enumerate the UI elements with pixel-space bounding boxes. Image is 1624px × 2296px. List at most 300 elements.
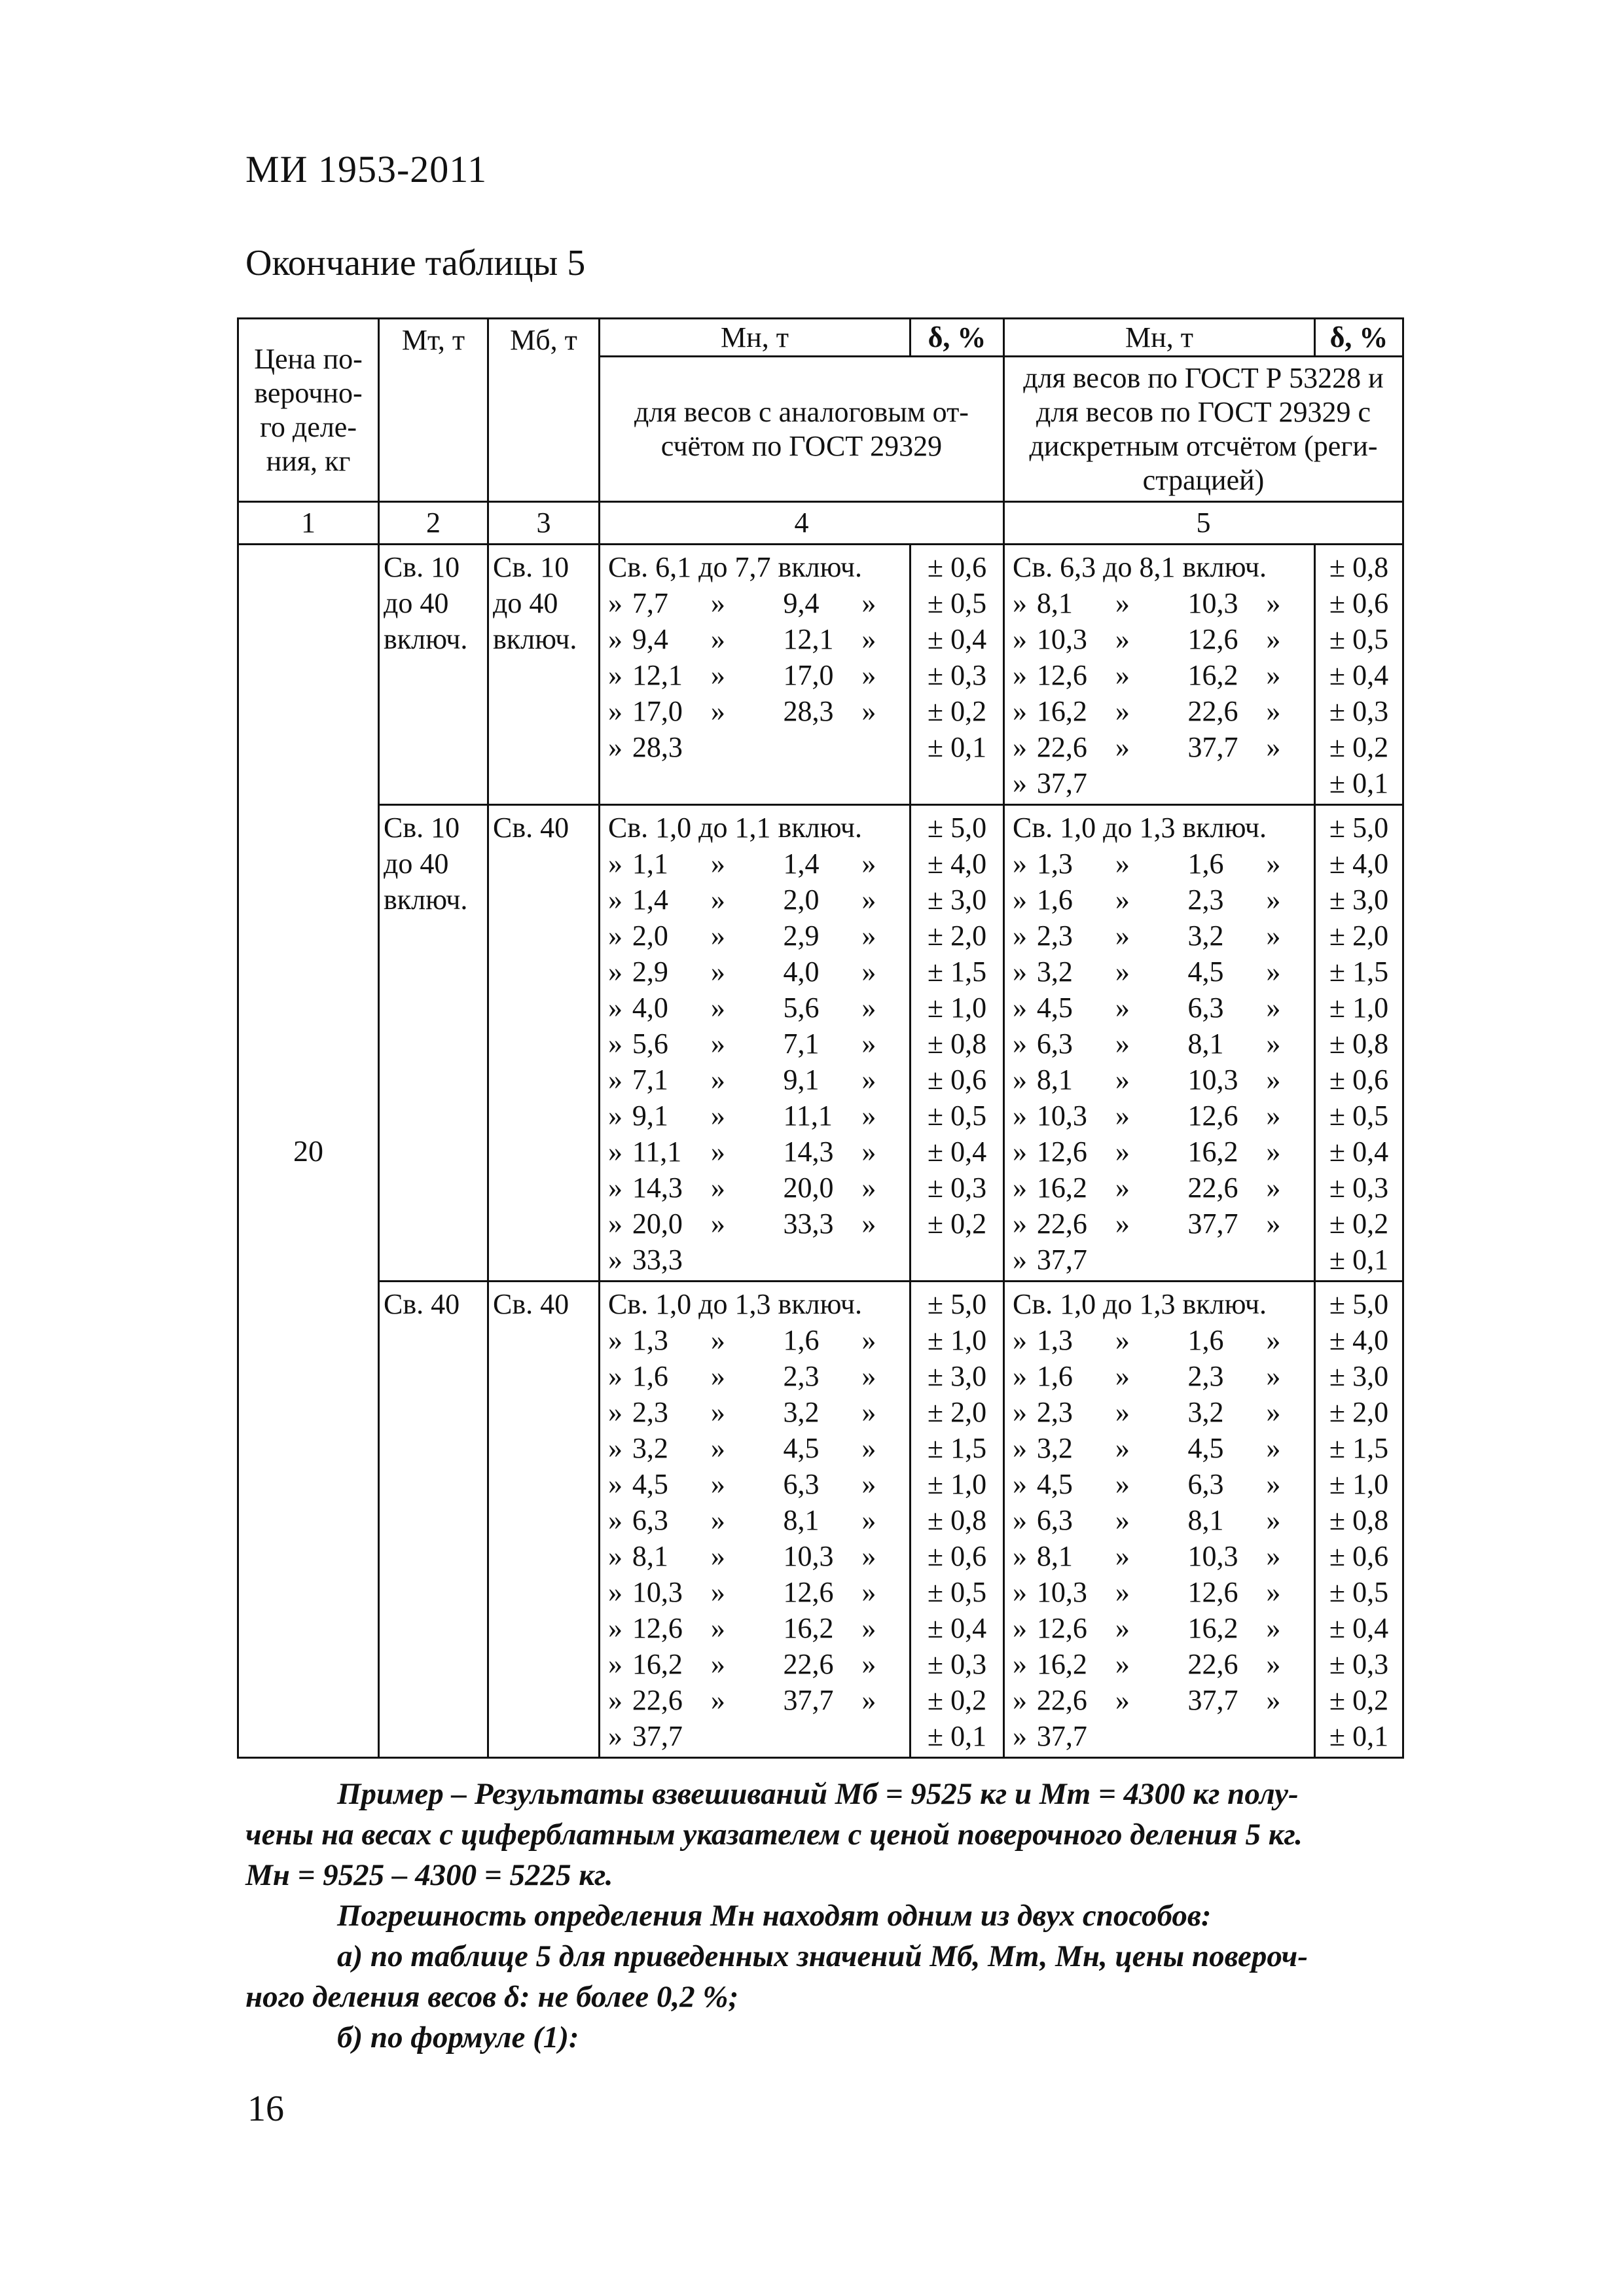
range-value: 6,3 bbox=[1036, 1504, 1073, 1536]
range-value: 4,5 bbox=[1036, 992, 1073, 1024]
mt-range: Св. 10 до 40 включ. bbox=[379, 545, 488, 805]
delta-value: ± 2,0 bbox=[927, 920, 987, 952]
ditto-mark: » bbox=[1266, 1504, 1281, 1536]
ditto-mark: » bbox=[861, 848, 876, 880]
delta-value: ± 0,8 bbox=[1329, 551, 1389, 583]
ditto-mark: » bbox=[608, 1208, 623, 1240]
range-line bbox=[608, 585, 904, 621]
ditto-mark: » bbox=[1266, 1612, 1281, 1644]
delta-value: ± 1,0 bbox=[927, 1468, 987, 1500]
delta-value: ± 0,2 bbox=[1329, 1684, 1389, 1716]
range-line bbox=[1013, 1502, 1308, 1538]
delta-value: ± 0,6 bbox=[927, 1064, 987, 1096]
delta-value: ± 2,0 bbox=[1329, 1396, 1389, 1428]
ditto-mark: » bbox=[1115, 659, 1130, 691]
delta-value: ± 2,0 bbox=[927, 1396, 987, 1428]
range-value: 9,1 bbox=[783, 1064, 820, 1096]
ditto-mark: » bbox=[861, 587, 876, 619]
ditto-mark: » bbox=[608, 1028, 623, 1060]
ditto-mark: » bbox=[1266, 659, 1281, 691]
ditto-mark: » bbox=[861, 623, 876, 655]
ditto-mark: » bbox=[1013, 1172, 1027, 1204]
range-value: 8,1 bbox=[1036, 587, 1073, 619]
ditto-mark: » bbox=[1013, 992, 1027, 1024]
range-line bbox=[608, 1242, 904, 1278]
range-value: 37,7 bbox=[1036, 767, 1087, 799]
ditto-mark: » bbox=[1013, 623, 1027, 655]
ditto-mark: » bbox=[1013, 920, 1027, 952]
ditto-mark: » bbox=[710, 659, 725, 691]
delta-value: ± 4,0 bbox=[1329, 1324, 1389, 1356]
ditto-mark: » bbox=[861, 695, 876, 727]
ditto-mark: » bbox=[710, 695, 725, 727]
ditto-mark: » bbox=[861, 1648, 876, 1680]
range-value: 33,3 bbox=[783, 1208, 834, 1240]
example-line: а) по таблице 5 для приведенных значений Мб, Мт, Мн, цены повероч- bbox=[337, 1939, 1308, 1973]
range-value: 4,0 bbox=[632, 992, 668, 1024]
digital-deltas bbox=[1315, 805, 1403, 1282]
ditto-mark: » bbox=[1266, 1576, 1281, 1608]
range-value: 16,2 bbox=[1187, 1612, 1238, 1644]
range-value: 10,3 bbox=[1187, 587, 1238, 619]
ditto-mark: » bbox=[1115, 1172, 1130, 1204]
delta-value: ± 0,2 bbox=[1329, 1208, 1389, 1240]
range-value: 12,6 bbox=[1036, 659, 1087, 691]
ditto-mark: » bbox=[1115, 1684, 1130, 1716]
column-numbers-row bbox=[238, 502, 1403, 545]
range-line bbox=[608, 918, 904, 954]
range-line bbox=[608, 621, 904, 657]
range-line: Св. 6,3 до 8,1 включ. bbox=[1013, 551, 1267, 583]
ditto-mark: » bbox=[1115, 1648, 1130, 1680]
range-value: 37,7 bbox=[1187, 1208, 1238, 1240]
ditto-mark: » bbox=[710, 992, 725, 1024]
ditto-mark: » bbox=[1013, 884, 1027, 916]
ditto-mark: » bbox=[710, 587, 725, 619]
ditto-mark: » bbox=[608, 623, 623, 655]
ditto-mark bbox=[1266, 1242, 1308, 1278]
range-value: 12,6 bbox=[1036, 1612, 1087, 1644]
ditto-mark: » bbox=[710, 1504, 725, 1536]
range-value: 22,6 bbox=[632, 1684, 683, 1716]
ditto-mark: » bbox=[1115, 1324, 1130, 1356]
delta-value: ± 3,0 bbox=[927, 1360, 987, 1392]
ditto-mark: » bbox=[608, 848, 623, 880]
range-line bbox=[1013, 1718, 1308, 1754]
ditto-mark: » bbox=[710, 920, 725, 952]
ditto-mark: » bbox=[608, 1100, 623, 1132]
range-value: 5,6 bbox=[632, 1028, 668, 1060]
range-line bbox=[608, 954, 904, 990]
ditto-mark: » bbox=[1115, 920, 1130, 952]
ditto-mark: » bbox=[1115, 1540, 1130, 1572]
ditto-mark bbox=[711, 729, 784, 765]
ditto-mark: » bbox=[861, 1396, 876, 1428]
analog-deltas bbox=[911, 805, 1004, 1282]
range-value: 16,2 bbox=[1036, 1648, 1087, 1680]
range-value: 12,6 bbox=[632, 1612, 683, 1644]
digital-ranges bbox=[1004, 805, 1315, 1282]
ditto-mark: » bbox=[861, 1504, 876, 1536]
range-line bbox=[1013, 954, 1308, 990]
ditto-mark: » bbox=[1013, 956, 1027, 988]
range-value: 1,1 bbox=[632, 848, 668, 880]
ditto-mark: » bbox=[608, 1468, 623, 1500]
ditto-mark: » bbox=[608, 1504, 623, 1536]
ditto-mark: » bbox=[608, 1684, 623, 1716]
delta-value: ± 1,0 bbox=[927, 1324, 987, 1356]
price-value: 20 bbox=[238, 545, 379, 1758]
delta-value: ± 0,6 bbox=[1329, 587, 1389, 619]
range-value: 16,2 bbox=[1036, 1172, 1087, 1204]
delta-value: ± 0,4 bbox=[1329, 659, 1389, 691]
delta-value: ± 1,5 bbox=[1329, 956, 1389, 988]
ditto-mark: » bbox=[710, 1064, 725, 1096]
range-value: 10,3 bbox=[1187, 1540, 1238, 1572]
header-mb: Мб, т bbox=[488, 319, 600, 502]
range-value: 33,3 bbox=[632, 1244, 683, 1276]
delta-value: ± 0,3 bbox=[927, 1648, 987, 1680]
range-line bbox=[1013, 846, 1308, 882]
mb-range: Св. 10 до 40 включ. bbox=[488, 545, 600, 805]
analog-deltas bbox=[911, 1282, 1004, 1758]
range-value: 14,3 bbox=[632, 1172, 683, 1204]
range-value: 9,1 bbox=[632, 1100, 668, 1132]
ditto-mark: » bbox=[710, 956, 725, 988]
range-line bbox=[608, 1206, 904, 1242]
delta-value: ± 1,5 bbox=[927, 1432, 987, 1464]
delta-value: ± 0,2 bbox=[927, 695, 987, 727]
range-line bbox=[608, 1170, 904, 1206]
range-value: 4,5 bbox=[632, 1468, 668, 1500]
delta-value: ± 5,0 bbox=[1329, 1288, 1389, 1320]
range-value: 3,2 bbox=[632, 1432, 668, 1464]
ditto-mark bbox=[861, 1718, 904, 1754]
range-line bbox=[608, 1610, 904, 1646]
ditto-mark: » bbox=[861, 1468, 876, 1500]
delta-value: ± 0,8 bbox=[927, 1504, 987, 1536]
range-value: 22,6 bbox=[1036, 1684, 1087, 1716]
range-value: 22,6 bbox=[1187, 1648, 1238, 1680]
range-line bbox=[608, 1026, 904, 1062]
ditto-mark bbox=[711, 1718, 784, 1754]
ditto-mark: » bbox=[710, 1324, 725, 1356]
range-line: Св. 1,0 до 1,3 включ. bbox=[1013, 1288, 1267, 1320]
ditto-mark: » bbox=[608, 1720, 623, 1752]
range-line bbox=[1013, 1466, 1308, 1502]
ditto-mark bbox=[1266, 1718, 1308, 1754]
analog-ranges bbox=[600, 545, 911, 805]
ditto-mark: » bbox=[608, 1648, 623, 1680]
range-line bbox=[1013, 1134, 1308, 1170]
range-value: 1,6 bbox=[632, 1360, 668, 1392]
range-value: 37,7 bbox=[783, 1684, 834, 1716]
ditto-mark: » bbox=[1115, 623, 1130, 655]
range-value: 4,0 bbox=[783, 956, 820, 988]
range-value: 2,3 bbox=[783, 1360, 820, 1392]
ditto-mark: » bbox=[1115, 1504, 1130, 1536]
ditto-mark: » bbox=[1115, 1612, 1130, 1644]
range-line bbox=[1013, 657, 1308, 693]
range-value: 2,3 bbox=[632, 1396, 668, 1428]
ditto-mark: » bbox=[608, 695, 623, 727]
ditto-mark: » bbox=[1013, 1396, 1027, 1428]
ditto-mark: » bbox=[608, 1576, 623, 1608]
header-mt: Мт, т bbox=[379, 319, 488, 502]
ditto-mark: » bbox=[861, 1028, 876, 1060]
range-value: 12,6 bbox=[1187, 1100, 1238, 1132]
delta-value: ± 0,2 bbox=[927, 1684, 987, 1716]
ditto-mark: » bbox=[1115, 1396, 1130, 1428]
range-value: 37,7 bbox=[1187, 1684, 1238, 1716]
delta-value: ± 5,0 bbox=[927, 1288, 987, 1320]
ditto-mark: » bbox=[1115, 848, 1130, 880]
range-value: 1,3 bbox=[1036, 1324, 1073, 1356]
range-line bbox=[1013, 1170, 1308, 1206]
ditto-mark: » bbox=[1013, 1540, 1027, 1572]
example-line: б) по формуле (1): bbox=[337, 2020, 579, 2054]
digital-deltas bbox=[1315, 1282, 1403, 1758]
range-value: 7,1 bbox=[783, 1028, 820, 1060]
ditto-mark: » bbox=[1115, 731, 1130, 763]
ditto-mark: » bbox=[1266, 956, 1281, 988]
range-value: 4,5 bbox=[1187, 1432, 1224, 1464]
ditto-mark: » bbox=[710, 1360, 725, 1392]
digital-ranges bbox=[1004, 1282, 1315, 1758]
ditto-mark: » bbox=[1013, 1360, 1027, 1392]
range-value: 11,1 bbox=[632, 1136, 682, 1168]
ditto-mark: » bbox=[1013, 1028, 1027, 1060]
ditto-mark: » bbox=[1013, 1684, 1027, 1716]
range-line bbox=[1013, 1430, 1308, 1466]
range-line bbox=[1013, 1574, 1308, 1610]
ditto-mark: » bbox=[1013, 659, 1027, 691]
range-line bbox=[1013, 990, 1308, 1026]
ditto-mark: » bbox=[1013, 1100, 1027, 1132]
ditto-mark: » bbox=[710, 1684, 725, 1716]
range-value: 16,2 bbox=[1187, 1136, 1238, 1168]
ditto-mark: » bbox=[710, 623, 725, 655]
ditto-mark bbox=[1266, 765, 1308, 801]
header-analog-scales: для весов с аналоговым от- счётом по ГОСТ 29329 bbox=[600, 357, 1004, 502]
range-value: 6,3 bbox=[783, 1468, 820, 1500]
ditto-mark: » bbox=[1266, 695, 1281, 727]
ditto-mark: » bbox=[608, 659, 623, 691]
ditto-mark: » bbox=[608, 1540, 623, 1572]
range-value: 20,0 bbox=[632, 1208, 683, 1240]
range-line bbox=[608, 1538, 904, 1574]
ditto-mark: » bbox=[1266, 1648, 1281, 1680]
range-line bbox=[1013, 1358, 1308, 1394]
ditto-mark: » bbox=[861, 1612, 876, 1644]
delta-value: ± 0,6 bbox=[1329, 1540, 1389, 1572]
ditto-mark: » bbox=[710, 1208, 725, 1240]
range-value: 2,3 bbox=[1187, 884, 1224, 916]
ditto-mark: » bbox=[1266, 920, 1281, 952]
range-value: 10,3 bbox=[783, 1540, 834, 1572]
ditto-mark: » bbox=[710, 1432, 725, 1464]
range-value: 22,6 bbox=[1036, 731, 1087, 763]
ditto-mark: » bbox=[861, 884, 876, 916]
ditto-mark: » bbox=[861, 1360, 876, 1392]
range-value: 3,2 bbox=[1187, 920, 1224, 952]
ditto-mark: » bbox=[608, 1432, 623, 1464]
analog-ranges bbox=[600, 805, 911, 1282]
ditto-mark: » bbox=[1266, 731, 1281, 763]
delta-value: ± 0,1 bbox=[1329, 1244, 1389, 1276]
ditto-mark: » bbox=[1013, 695, 1027, 727]
tolerance-table bbox=[237, 317, 1404, 1759]
header-digital-scales: для весов по ГОСТ Р 53228 и для весов по ГОСТ 29329 с дискретным отсчётом (реги- страцией) bbox=[1004, 357, 1403, 502]
ditto-mark: » bbox=[608, 920, 623, 952]
range-value: 2,3 bbox=[1036, 1396, 1073, 1428]
range-value: 12,6 bbox=[1036, 1136, 1087, 1168]
example-line: Мн = 9525 – 4300 = 5225 кг. bbox=[245, 1858, 613, 1892]
ditto-mark: » bbox=[1266, 1684, 1281, 1716]
ditto-mark: » bbox=[710, 1648, 725, 1680]
ditto-mark: » bbox=[861, 659, 876, 691]
ditto-mark: » bbox=[710, 1028, 725, 1060]
range-value: 16,2 bbox=[632, 1648, 683, 1680]
range-value: 6,3 bbox=[1187, 1468, 1224, 1500]
ditto-mark: » bbox=[1115, 1208, 1130, 1240]
column-number: 4 bbox=[600, 502, 1004, 545]
ditto-mark: » bbox=[1013, 1576, 1027, 1608]
range-line bbox=[1013, 693, 1308, 729]
ditto-mark: » bbox=[861, 1100, 876, 1132]
range-value bbox=[1188, 765, 1267, 801]
delta-value: ± 0,4 bbox=[927, 1612, 987, 1644]
ditto-mark: » bbox=[608, 884, 623, 916]
range-value: 2,0 bbox=[632, 920, 668, 952]
ditto-mark: » bbox=[861, 1540, 876, 1572]
delta-value: ± 0,6 bbox=[1329, 1064, 1389, 1096]
range-value: 12,1 bbox=[632, 659, 683, 691]
ditto-mark: » bbox=[1115, 1064, 1130, 1096]
ditto-mark: » bbox=[710, 1576, 725, 1608]
ditto-mark: » bbox=[1266, 848, 1281, 880]
range-line bbox=[608, 1134, 904, 1170]
range-value: 3,2 bbox=[783, 1396, 820, 1428]
delta-value bbox=[912, 1242, 1001, 1278]
ditto-mark: » bbox=[608, 1064, 623, 1096]
range-line bbox=[1013, 729, 1308, 765]
range-value: 2,9 bbox=[783, 920, 820, 952]
mb-range: Св. 40 bbox=[488, 1282, 600, 1758]
range-value: 20,0 bbox=[783, 1172, 834, 1204]
ditto-mark: » bbox=[608, 992, 623, 1024]
ditto-mark: » bbox=[1013, 767, 1027, 799]
header-delta-analog: δ, % bbox=[911, 319, 1004, 357]
column-number: 3 bbox=[488, 502, 600, 545]
ditto-mark: » bbox=[1013, 1136, 1027, 1168]
range-value bbox=[784, 1242, 862, 1278]
range-value: 3,2 bbox=[1187, 1396, 1224, 1428]
example-line: Пример – Результаты взвешиваний Мб = 9525 кг и Мт = 4300 кг полу- bbox=[337, 1777, 1299, 1811]
range-value: 1,6 bbox=[1036, 1360, 1073, 1392]
range-value: 7,7 bbox=[632, 587, 668, 619]
mt-range: Св. 10 до 40 включ. bbox=[379, 805, 488, 1282]
range-value: 1,6 bbox=[1187, 1324, 1224, 1356]
delta-value: ± 0,3 bbox=[927, 659, 987, 691]
range-value: 10,3 bbox=[1036, 1100, 1087, 1132]
range-value: 4,5 bbox=[783, 1432, 820, 1464]
range-value: 1,4 bbox=[632, 884, 668, 916]
range-value: 37,7 bbox=[1036, 1244, 1087, 1276]
range-value: 2,0 bbox=[783, 884, 820, 916]
delta-value: ± 0,1 bbox=[927, 1720, 987, 1752]
range-value: 14,3 bbox=[783, 1136, 834, 1168]
range-value: 7,1 bbox=[632, 1064, 668, 1096]
ditto-mark: » bbox=[1013, 587, 1027, 619]
range-line: Св. 1,0 до 1,1 включ. bbox=[608, 812, 862, 844]
ditto-mark: » bbox=[710, 1540, 725, 1572]
range-value: 28,3 bbox=[783, 695, 834, 727]
delta-value: ± 0,1 bbox=[927, 731, 987, 763]
range-line bbox=[608, 1682, 904, 1718]
range-value: 22,6 bbox=[783, 1648, 834, 1680]
delta-value: ± 0,2 bbox=[927, 1208, 987, 1240]
ditto-mark: » bbox=[608, 1360, 623, 1392]
delta-value: ± 0,5 bbox=[927, 587, 987, 619]
range-value: 37,7 bbox=[632, 1720, 683, 1752]
range-value: 9,4 bbox=[783, 587, 820, 619]
delta-value: ± 5,0 bbox=[927, 812, 987, 844]
ditto-mark: » bbox=[710, 1468, 725, 1500]
document-code: МИ 1953-2011 bbox=[245, 148, 488, 190]
range-line bbox=[1013, 1206, 1308, 1242]
range-value: 10,3 bbox=[632, 1576, 683, 1608]
delta-value: ± 1,0 bbox=[927, 992, 987, 1024]
ditto-mark: » bbox=[1266, 1432, 1281, 1464]
range-value: 10,3 bbox=[1036, 1576, 1087, 1608]
table-caption: Окончание таблицы 5 bbox=[245, 243, 586, 283]
range-value: 17,0 bbox=[632, 695, 683, 727]
range-value: 28,3 bbox=[632, 731, 683, 763]
range-value bbox=[784, 729, 862, 765]
ditto-mark: » bbox=[1266, 1396, 1281, 1428]
delta-value: ± 3,0 bbox=[1329, 884, 1389, 916]
delta-value: ± 0,4 bbox=[1329, 1612, 1389, 1644]
ditto-mark: » bbox=[1013, 848, 1027, 880]
range-line bbox=[608, 1502, 904, 1538]
range-line bbox=[1013, 1062, 1308, 1098]
range-line bbox=[608, 1646, 904, 1682]
mb-range: Св. 40 bbox=[488, 805, 600, 1282]
ditto-mark: » bbox=[608, 1136, 623, 1168]
table-row-group bbox=[238, 805, 1403, 1282]
range-value: 3,2 bbox=[1036, 956, 1073, 988]
delta-value: ± 0,3 bbox=[927, 1172, 987, 1204]
range-value: 12,6 bbox=[1187, 1576, 1238, 1608]
delta-value: ± 0,4 bbox=[927, 623, 987, 655]
range-line bbox=[608, 1430, 904, 1466]
range-value: 12,1 bbox=[783, 623, 834, 655]
ditto-mark: » bbox=[710, 1172, 725, 1204]
range-line bbox=[1013, 585, 1308, 621]
ditto-mark bbox=[1115, 765, 1188, 801]
ditto-mark: » bbox=[861, 1432, 876, 1464]
ditto-mark: » bbox=[861, 1324, 876, 1356]
delta-value: ± 1,0 bbox=[1329, 1468, 1389, 1500]
range-line bbox=[608, 990, 904, 1026]
delta-value: ± 0,2 bbox=[1329, 731, 1389, 763]
ditto-mark bbox=[861, 1242, 904, 1278]
delta-value: ± 5,0 bbox=[1329, 812, 1389, 844]
range-line bbox=[1013, 1242, 1308, 1278]
delta-value: ± 1,5 bbox=[927, 956, 987, 988]
range-value: 6,3 bbox=[632, 1504, 668, 1536]
